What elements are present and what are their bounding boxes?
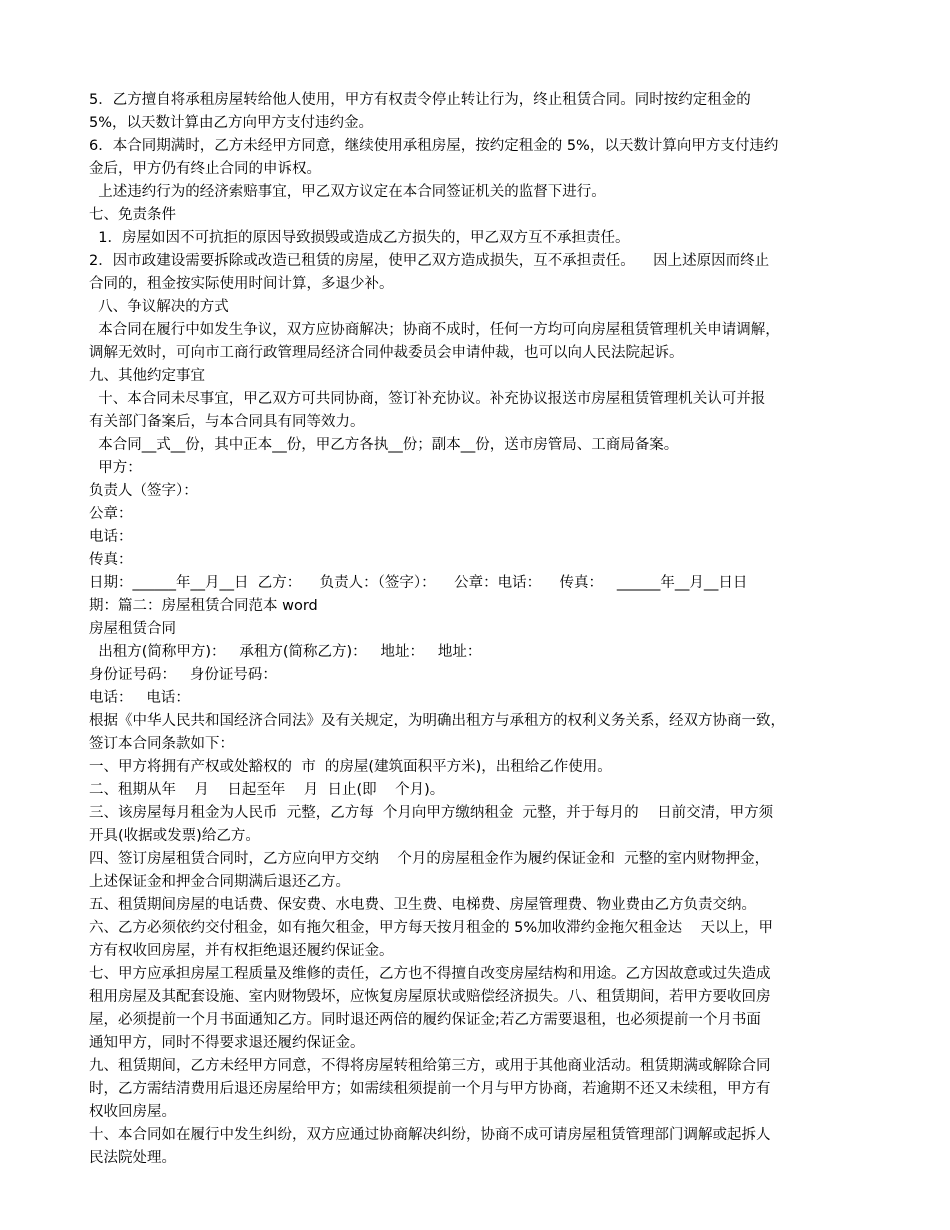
document-page bbox=[89, 89, 859, 1170]
text-line: 十、本合同如在履行中发生纠纷，双方应通过协商解决纠纷，协商不成可请房屋租赁管理部门调解或起拆人 bbox=[89, 1127, 771, 1143]
text-line: 九、其他约定事宜 bbox=[89, 368, 205, 384]
text-line: 调解无效时，可向市工商行政管理局经济合同仲裁委员会申请仲裁，也可以向人民法院起诉。 bbox=[89, 345, 684, 361]
text-line: 二、租期从年 月 日起至年 月 日止(即 个月)。 bbox=[89, 782, 445, 798]
text-line: 十、本合同未尽事宜，甲乙双方可共同协商，签订补充协议。补充协议报送市房屋租赁管理机关认可并报 bbox=[89, 391, 766, 407]
text-line: 三、该房屋每月租金为人民币 元整，乙方每 个月向甲方缴纳租金 元整，并于每月的 日前交清，甲方须 bbox=[89, 805, 774, 821]
text-line: 出租方(简称甲方)： 承租方(简称乙方)： 地址： 地址： bbox=[89, 644, 482, 660]
text-line: 权收回房屋。 bbox=[89, 1104, 176, 1120]
text-line: 屋，必须提前一个月书面通知乙方。同时退还两倍的履约保证金;若乙方需要退租，也必须提前一个月书面 bbox=[89, 1012, 761, 1028]
text-line: 本合同__式__份，其中正本__份，甲乙方各执__份；副本__份，送市房管局、工商局备案。 bbox=[89, 437, 679, 453]
text-line: 上述违约行为的经济索赔事宜，甲乙双方议定在本合同签证机关的监督下进行。 bbox=[89, 184, 606, 200]
text-line: 八、争议解决的方式 bbox=[89, 299, 229, 315]
text-line: 房屋租赁合同 bbox=[89, 621, 176, 637]
text-line: 6．本合同期满时，乙方未经甲方同意，继续使用承租房屋，按约定租金的 5%，以天数计算向甲方支付违约 bbox=[89, 138, 779, 154]
text-line: 开具(收据或发票)给乙方。 bbox=[89, 828, 260, 844]
text-line: 七、甲方应承担房屋工程质量及维修的责任，乙方也不得擅自改变房屋结构和用途。乙方因故意或过失造成 bbox=[89, 966, 771, 982]
text-line: 日期：______年__月__日 乙方： 负责人：（签字）： 公章：电话： 传真： ______年__月__日日 bbox=[89, 575, 748, 591]
text-line: 本合同在履行中如发生争议，双方应协商解决；协商不成时，任何一方均可向房屋租赁管理机关申请调解， bbox=[89, 322, 780, 338]
text-line: 电话： bbox=[89, 529, 133, 545]
text-line: 五、租赁期间房屋的电话费、保安费、水电费、卫生费、电梯费、房屋管理费、物业费由乙方负责交纳。 bbox=[89, 897, 756, 913]
text-line: 合同的，租金按实际使用时间计算，多退少补。 bbox=[89, 276, 394, 292]
text-line: 方有权收回房屋，并有权拒绝退还履约保证金。 bbox=[89, 943, 394, 959]
text-line: 租用房屋及其配套设施、室内财物毁坏，应恢复房屋原状或赔偿经济损失。八、租赁期间，若甲方要收回房 bbox=[89, 989, 771, 1005]
text-line: 甲方： bbox=[89, 460, 142, 476]
text-line: 5%，以天数计算由乙方向甲方支付违约金。 bbox=[89, 115, 374, 131]
text-line: 负责人（签字）： bbox=[89, 483, 198, 499]
text-line: 金后，甲方仍有终止合同的申诉权。 bbox=[89, 161, 321, 177]
text-line: 九、租赁期间，乙方未经甲方同意，不得将房屋转租给第三方，或用于其他商业活动。租赁期满或解除合同 bbox=[89, 1058, 771, 1074]
text-line: 时，乙方需结清费用后退还房屋给甲方；如需续租须提前一个月与甲方协商，若逾期不还又未续租，甲方有 bbox=[89, 1081, 771, 1097]
text-line: 传真： bbox=[89, 552, 133, 568]
text-line: 民法院处理。 bbox=[89, 1150, 176, 1166]
text-line: 通知甲方，同时不得要求退还履约保证金。 bbox=[89, 1035, 365, 1051]
text-line: 身份证号码： 身份证号码： bbox=[89, 667, 277, 683]
text-line: 电话： 电话： bbox=[89, 690, 190, 706]
text-line: 2．因市政建设需要拆除或改造已租赁的房屋，使甲乙双方造成损失，互不承担责任。 因上述原因而终止 bbox=[89, 253, 770, 269]
text-line: 签订本合同条款如下： bbox=[89, 736, 234, 752]
text-line: 六、乙方必须依约交付租金，如有拖欠租金，甲方每天按月租金的 5%加收滞约金拖欠租金达 天以上，甲 bbox=[89, 920, 774, 936]
text-line: 根据《中华人民共和国经济合同法》及有关规定，为明确出租方与承租方的权利义务关系，经双方协商一致， bbox=[89, 713, 785, 729]
text-line: 公章： bbox=[89, 506, 133, 522]
text-line: 期：篇二：房屋租赁合同范本 word bbox=[89, 598, 318, 614]
text-line: 一、甲方将拥有产权或处豁权的 市 的房屋(建筑面积平方米)，出租给乙作使用。 bbox=[89, 759, 612, 775]
text-line: 上述保证金和押金合同期满后退还乙方。 bbox=[89, 874, 350, 890]
text-line: 1．房屋如因不可抗拒的原因导致损毁或造成乙方损失的，甲乙双方互不承担责任。 bbox=[89, 230, 630, 246]
text-line: 5．乙方擅自将承租房屋转给他人使用，甲方有权责令停止转让行为，终止租赁合同。同时按约定租金的 bbox=[89, 92, 751, 108]
text-line: 四、签订房屋租赁合同时，乙方应向甲方交纳 个月的房屋租金作为履约保证金和 元整的室内财物押金， bbox=[89, 851, 770, 867]
text-line: 有关部门备案后，与本合同具有同等效力。 bbox=[89, 414, 365, 430]
text-line: 七、免责条件 bbox=[89, 207, 176, 223]
